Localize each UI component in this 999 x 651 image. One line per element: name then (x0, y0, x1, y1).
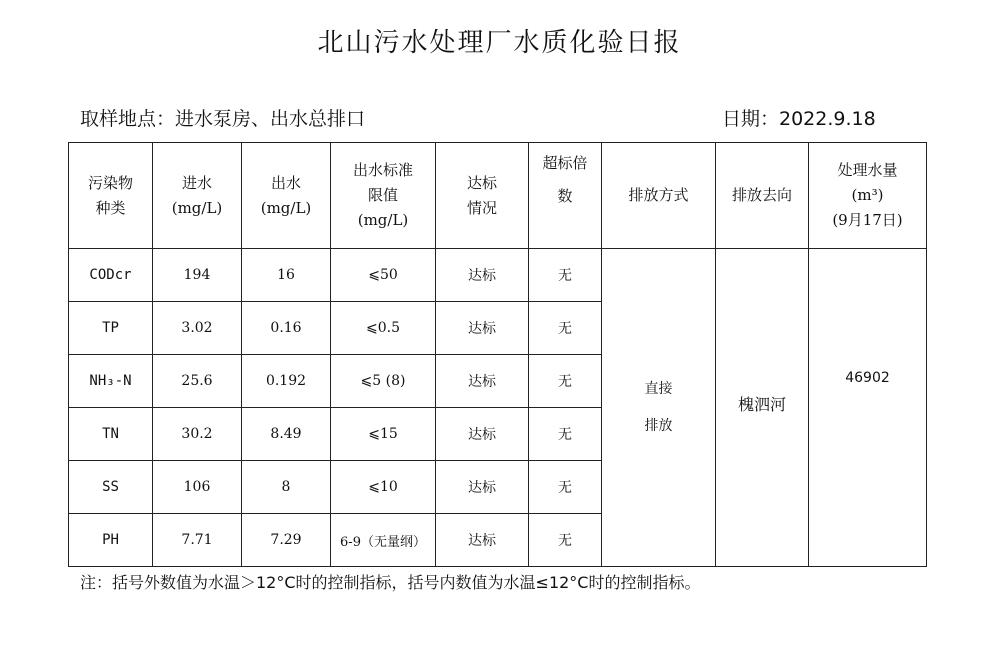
outflow-cell: 7.29 (242, 514, 331, 567)
limit-cell: ⩽15 (331, 408, 436, 461)
exceed-cell: 无 (529, 249, 602, 302)
outflow-cell: 0.192 (242, 355, 331, 408)
inflow-cell: 7.71 (153, 514, 242, 567)
header-pollutant: 污染物 种类 (69, 143, 153, 249)
exceed-cell: 无 (529, 355, 602, 408)
status-cell: 达标 (436, 514, 529, 567)
header-discharge-method: 排放方式 (602, 143, 716, 249)
header-status: 达标 情况 (436, 143, 529, 249)
inflow-cell: 194 (153, 249, 242, 302)
status-cell: 达标 (436, 249, 529, 302)
header-outflow: 出水 (mg/L) (242, 143, 331, 249)
header-volume: 处理水量 (m³) (9月17日) (809, 143, 927, 249)
water-quality-table (68, 142, 927, 567)
table-row (69, 249, 927, 302)
limit-cell: ⩽5 (8) (331, 355, 436, 408)
status-cell: 达标 (436, 355, 529, 408)
limit-cell: ⩽10 (331, 461, 436, 514)
exceed-cell: 无 (529, 514, 602, 567)
volume-cell: 46902 (809, 249, 927, 567)
pollutant-cell: SS (69, 461, 153, 514)
outflow-cell: 8.49 (242, 408, 331, 461)
header-row (69, 143, 927, 249)
limit-cell: ⩽50 (331, 249, 436, 302)
header-exceed: 超标倍 数 (529, 143, 602, 249)
status-cell: 达标 (436, 408, 529, 461)
outflow-cell: 8 (242, 461, 331, 514)
header-limit: 出水标准 限值 (mg/L) (331, 143, 436, 249)
exceed-cell: 无 (529, 461, 602, 514)
inflow-cell: 30.2 (153, 408, 242, 461)
footnote: 注：括号外数值为水温＞12°C时的控制指标，括号内数值为水温≤12°C时的控制指标。 (80, 573, 701, 592)
outflow-cell: 16 (242, 249, 331, 302)
header-inflow: 进水 (mg/L) (153, 143, 242, 249)
limit-cell: ⩽0.5 (331, 302, 436, 355)
status-cell: 达标 (436, 461, 529, 514)
discharge-direction-cell: 槐泗河 (716, 249, 809, 567)
status-cell: 达标 (436, 302, 529, 355)
pollutant-cell: PH (69, 514, 153, 567)
inflow-cell: 25.6 (153, 355, 242, 408)
inflow-cell: 3.02 (153, 302, 242, 355)
sampling-location: 取样地点：进水泵房、出水总排口 (80, 108, 366, 130)
pollutant-cell: TP (69, 302, 153, 355)
inflow-cell: 106 (153, 461, 242, 514)
pollutant-cell: CODcr (69, 249, 153, 302)
discharge-method-cell: 直接 排放 (602, 249, 716, 567)
limit-cell: 6-9（无量纲） (331, 514, 436, 567)
pollutant-cell: TN (69, 408, 153, 461)
outflow-cell: 0.16 (242, 302, 331, 355)
pollutant-cell: NH₃-N (69, 355, 153, 408)
exceed-cell: 无 (529, 408, 602, 461)
header-discharge-direction: 排放去向 (716, 143, 809, 249)
report-date: 日期：2022.9.18 (722, 108, 876, 130)
exceed-cell: 无 (529, 302, 602, 355)
report-title: 北山污水处理厂水质化验日报 (317, 28, 682, 58)
